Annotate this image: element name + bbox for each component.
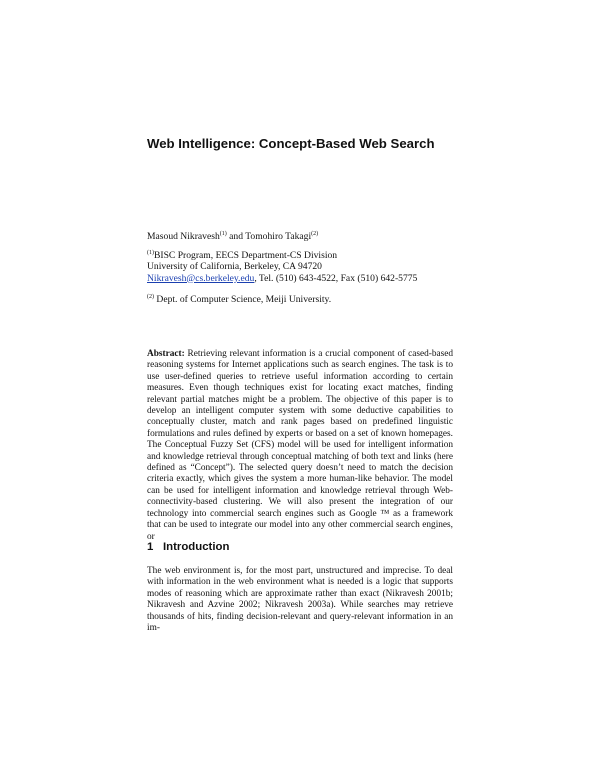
affiliation-line: University of California, Berkeley, CA 94720: [147, 261, 322, 273]
email-link[interactable]: Nikravesh@cs.berkeley.edu: [147, 272, 255, 284]
author-conjunction: and: [226, 231, 246, 242]
author-list: [147, 231, 318, 242]
author-name: Tomohiro Takagi: [245, 231, 312, 242]
phone-fax: , Tel. (510) 643-4522, Fax (510) 642-5775: [254, 272, 418, 284]
section-number: 1: [147, 541, 154, 553]
paper-title: Web Intelligence: Concept-Based Web Search: [147, 136, 435, 151]
author-name: Masoud Nikravesh: [147, 231, 220, 242]
abstract-label: Abstract:: [147, 349, 185, 359]
affiliation-mark: (2): [147, 294, 154, 300]
affiliation-mark: (2): [311, 231, 319, 237]
affiliation-mark: (1): [219, 231, 227, 237]
section-body: The web environment is, for the most part, unstructured and imprecise. To deal with information in the web environment what is needed is a logic that supports modes of reasoning which are approximate rather than exact (Nikravesh 2001b; Nikravesh and Azvine 2002; Nikravesh 2003a). While searches may retrieve thousands of hits, finding decision-relevant and query-relevant information in an im-: [147, 566, 453, 634]
section-title: Introduction: [163, 541, 230, 553]
abstract: [147, 349, 453, 543]
affiliation-1: [147, 250, 417, 284]
contact-line: [147, 273, 417, 284]
section-heading: [147, 541, 229, 553]
abstract-text: Retrieving relevant information is a crucial component of cased-based reasoning systems for Internet applications such as search engines. The task is to use user-defined queries to retrieve useful information according to certain measures. Even though techniques exist for locating exact matches, finding relevant partial matches might be a problem. The objective of this paper is to develop an intelligent computer system with some deductive capabilities to conceptually cluster, match and rank pages based on predefined linguistic formulations and rules defined by experts or based on a set of known homepages. The Conceptual Fuzzy Set (CFS) model will be used for intelligent information and knowledge retrieval through conceptual matching of both text and links (here defined as “Concept”). The selected query doesn’t need to match the decision criteria exactly, which gives the system a more human-like behavior. The model can be used for intelligent information and knowledge retrieval through Web-connectivity-based clustering. We will also present the integration of our technology into commercial search engines such as Google ™ as a framework that can be used to integrate our model into any other commercial search engines, or: [147, 349, 453, 542]
affiliation-mark: (1): [147, 250, 154, 256]
affiliation-2: $^{(2)}$ Dept. of Computer Science, Meiji University.: [147, 294, 332, 305]
affiliation-line: $^{(1)}$BISC Program, EECS Department-CS Division: [147, 250, 338, 261]
